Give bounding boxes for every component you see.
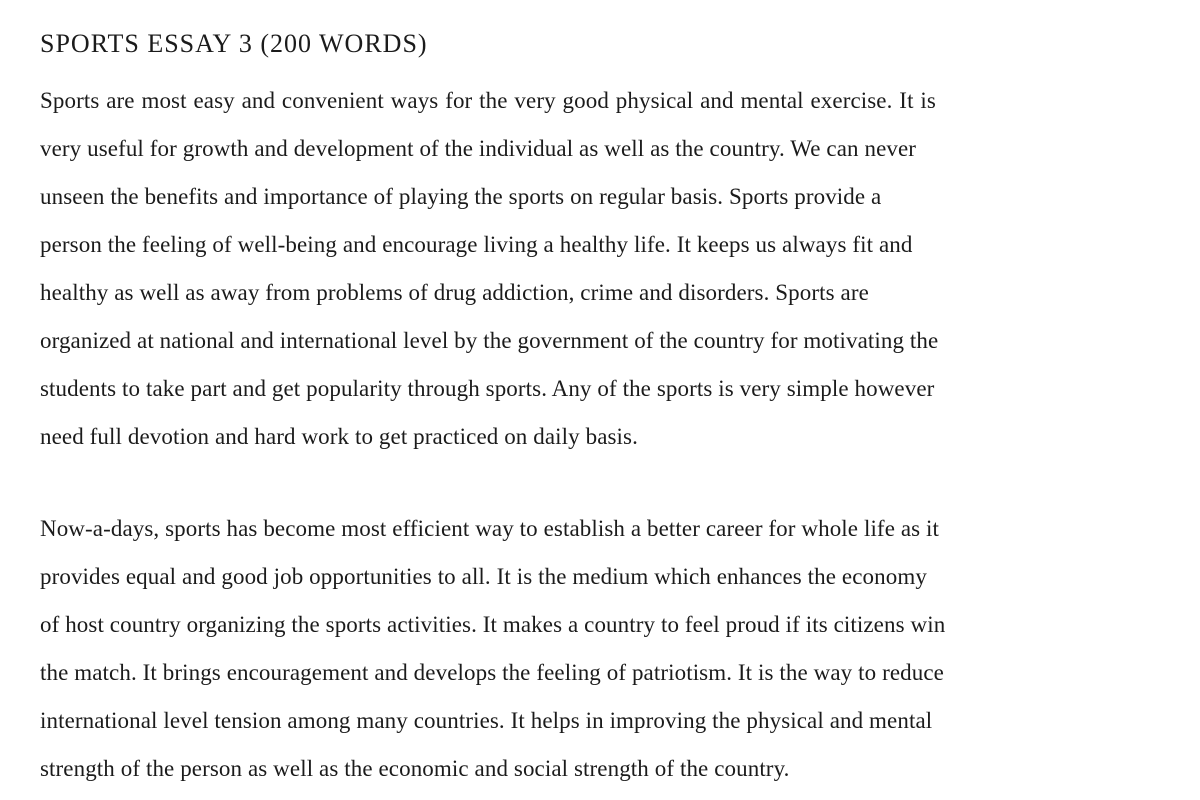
paragraph-line: students to take part and get popularity through sports. Any of the sports is very simple however: [40, 376, 935, 401]
essay-title: SPORTS ESSAY 3 (200 WORDS): [40, 29, 428, 58]
essay-paragraph-1: [40, 84, 938, 468]
paragraph-line: strength of the person as well as the economic and social strength of the country.: [40, 756, 790, 781]
paragraph-line: of host country organizing the sports activities. It makes a country to feel proud if its citizens win: [40, 612, 946, 637]
paragraph-line: need full devotion and hard work to get practiced on daily basis.: [40, 424, 638, 449]
paragraph-line: the match. It brings encouragement and develops the feeling of patriotism. It is the way to reduce: [40, 660, 944, 685]
paragraph-line: international level tension among many countries. It helps in improving the physical and mental: [40, 708, 933, 733]
paragraph-line: Sports are most easy and convenient ways for the very good physical and mental exercise. It is: [40, 88, 936, 113]
paragraph-line: Now-a-days, sports has become most efficient way to establish a better career for whole life as it: [40, 516, 940, 541]
essay-paragraph-2: [40, 512, 945, 800]
paragraph-line: unseen the benefits and importance of playing the sports on regular basis. Sports provide a: [40, 184, 882, 209]
paragraph-line: healthy as well as away from problems of drug addiction, crime and disorders. Sports are: [40, 280, 869, 305]
paragraph-line: person the feeling of well-being and encourage living a healthy life. It keeps us always fit and: [40, 232, 913, 257]
paragraph-line: organized at national and international level by the government of the country for motivating the: [40, 328, 939, 353]
paragraph-line: provides equal and good job opportunities to all. It is the medium which enhances the economy: [40, 564, 927, 589]
paragraph-line: very useful for growth and development of the individual as well as the country. We can never: [40, 136, 917, 161]
